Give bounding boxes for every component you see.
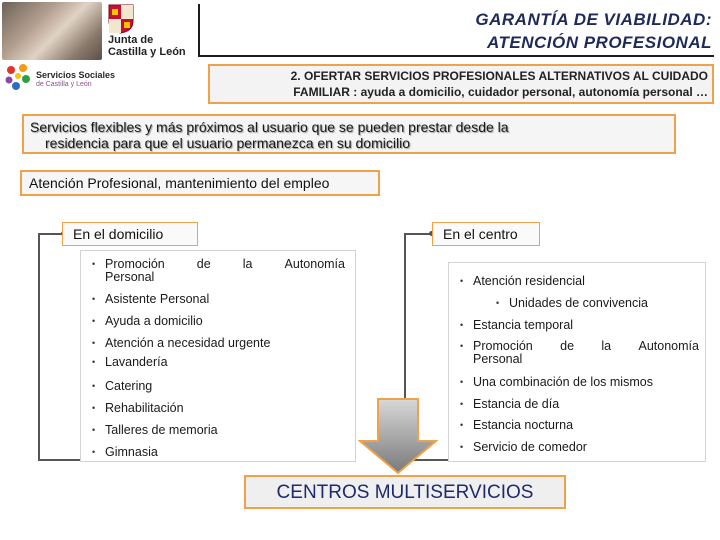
list-item: • Servicio de comedor xyxy=(473,441,587,454)
flexible-services-box xyxy=(22,114,676,154)
header-photo xyxy=(2,2,102,60)
coat-of-arms-icon xyxy=(108,4,134,34)
list-item-text-cont: Personal xyxy=(473,352,523,366)
list-item: • Asistente Personal xyxy=(105,293,209,306)
list-item: • Atención a necesidad urgente xyxy=(105,337,270,350)
centros-multiservicios-box: CENTROS MULTISERVICIOS xyxy=(244,475,566,509)
list-item: • Estancia de día xyxy=(473,398,559,411)
list-item: • Talleres de memoria xyxy=(105,424,218,437)
list-item-text-cont: Personal xyxy=(105,270,155,284)
list-item: • Una combinación de los mismos xyxy=(473,376,653,389)
list-item: • Ayuda a domicilio xyxy=(105,315,203,328)
list-item: • Rehabilitación xyxy=(105,402,184,415)
list-item-text: • Promoción xyxy=(105,257,165,271)
flexible-services-line1: Servicios flexibles y más próximos al usuario que se pueden prestar desde la xyxy=(30,119,509,135)
list-item: • Atención residencial xyxy=(473,275,585,288)
list-item: • Unidades de convivencia xyxy=(509,297,648,310)
flexible-services-line2: residencia para que el usuario permanezca en su domicilio xyxy=(45,135,410,151)
list-item: • Catering xyxy=(105,380,152,393)
page-title-line2: ATENCIÓN PROFESIONAL xyxy=(486,33,712,52)
list-item: • Estancia nocturna xyxy=(473,419,573,432)
list-item-text: • Promoción xyxy=(473,339,533,353)
centro-list xyxy=(448,262,706,462)
junta-logo-text xyxy=(108,34,200,58)
connector-right-top xyxy=(404,233,432,235)
connector-left-vertical xyxy=(38,233,40,460)
list-item: • Estancia temporal xyxy=(473,319,573,332)
junta-logo-line1: Junta de xyxy=(108,34,154,46)
page-title-line1: GARANTÍA DE VIABILIDAD: xyxy=(475,10,712,29)
domicilio-label: En el domicilio xyxy=(62,222,198,246)
down-arrow-icon xyxy=(358,397,438,475)
atencion-profesional-box: Atención Profesional, mantenimiento del empleo xyxy=(20,170,380,196)
centro-label: En el centro xyxy=(432,222,540,246)
header-divider-vertical xyxy=(198,4,200,56)
domicilio-list xyxy=(80,250,356,462)
header-divider-horizontal xyxy=(198,55,714,57)
list-item: • Gimnasia xyxy=(105,446,158,459)
connector-left-bottom xyxy=(38,459,80,461)
section-heading-line2: FAMILIAR : ayuda a domicilio, cuidador personal, autonomía personal … xyxy=(293,85,708,99)
list-item: • Promoción de la Autonomía Personal xyxy=(473,340,699,366)
list-item: • Lavandería xyxy=(105,356,168,369)
section-heading-line1: 2. OFERTAR SERVICIOS PROFESIONALES ALTERNATIVOS AL CUIDADO xyxy=(290,69,708,83)
servicios-sociales-logo-line2: de Castilla y León xyxy=(36,81,92,88)
servicios-sociales-logo-line1: Servicios Sociales xyxy=(36,70,116,80)
section-heading-box xyxy=(208,64,714,104)
junta-logo-line2: Castilla y León xyxy=(108,46,186,58)
list-item: • Promoción de la Autonomía Personal xyxy=(105,258,345,284)
servicios-sociales-logo-icon xyxy=(4,62,32,92)
